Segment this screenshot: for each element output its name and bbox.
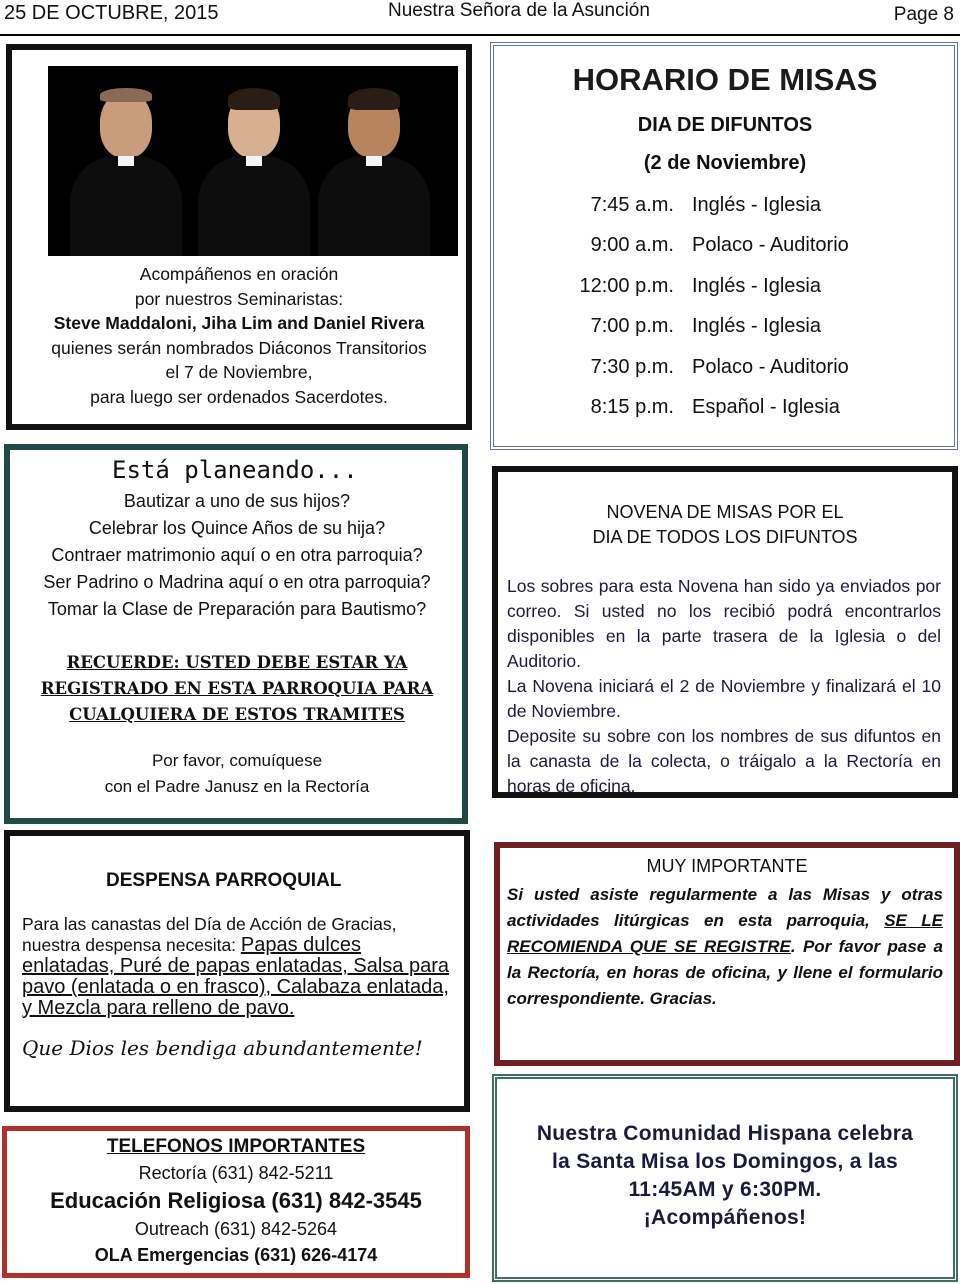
phone-outreach: Outreach (631) 842-5264 [134, 1219, 338, 1239]
novena-title [498, 500, 952, 550]
sem-line: por nuestros Seminaristas: [134, 288, 344, 309]
list-item: Ser Padrino o Madrina aquí o en otra parroquia? [43, 572, 431, 592]
community-line: ¡Acompáñenos! [643, 1206, 807, 1229]
mass-desc: Polaco - Auditorio [692, 356, 849, 378]
novena-body [507, 574, 941, 799]
mass-time: 8:15 p.m. [590, 396, 674, 418]
novena-title-line: NOVENA DE MISAS POR EL [606, 502, 844, 522]
pantry-blessing: Que Dios les bendiga abundantemente! [22, 1036, 423, 1060]
seminarian-portrait [70, 80, 182, 256]
planning-contact [10, 748, 464, 800]
sem-line: el 7 de Noviembre, [165, 362, 313, 382]
parish-name: Nuestra Señora de la Asunción [388, 0, 650, 21]
mass-row [520, 356, 950, 384]
mass-desc: Español - Iglesia [692, 396, 840, 418]
community-line: Nuestra Comunidad Hispana celebra [536, 1122, 914, 1145]
mass-time: 7:30 p.m. [590, 356, 674, 378]
community-text [492, 1120, 958, 1232]
mass-row [520, 396, 950, 424]
pantry-intro: Para las canastas del Día de Acción de Gracias, nuestra despensa necesita: [22, 914, 397, 955]
mass-time: 12:00 p.m. [579, 275, 674, 297]
list-item: Contraer matrimonio aquí o en otra parroquia? [51, 545, 423, 565]
novena-paragraph: Los sobres para esta Novena han sido ya enviados por correo. Si usted no los recibió podrá encontrarlos disponibles en la parte trasera de la Iglesia o del Auditorio. [507, 576, 941, 671]
pantry-body [22, 914, 454, 1019]
seminarians-photo [48, 66, 458, 256]
mass-time: 7:00 p.m. [590, 315, 674, 337]
issue-date: 25 DE OCTUBRE, 2015 [4, 2, 219, 24]
novena-title-line: DIA DE TODOS LOS DIFUNTOS [592, 527, 858, 547]
planning-reminder [10, 650, 464, 728]
mass-time: 9:00 a.m. [590, 234, 674, 256]
mass-desc: Polaco - Auditorio [692, 234, 849, 256]
community-line: la Santa Misa los Domingos, a las [551, 1150, 898, 1173]
community-line: 11:45AM y 6:30PM. [628, 1178, 822, 1201]
important-text: Si usted asiste regularmente a las Misas y otras actividades litúrgicas en esta parroquia, [507, 885, 943, 930]
planning-list [10, 488, 464, 623]
list-item: Bautizar a uno de sus hijos? [123, 491, 351, 511]
contact-line: con el Padre Janusz en la Rectoría [104, 777, 370, 796]
seminarian-portrait [318, 80, 430, 256]
novena-paragraph: Deposite su sobre con los nombres de sus difuntos en la canasta de la colecta, o tráigalo a la Rectoría en horas de oficina. [507, 726, 941, 796]
reminder-line: RECUERDE: USTED DEBE ESTAR YA [66, 653, 408, 672]
mass-time: 7:45 a.m. [590, 194, 674, 216]
important-text: . Por favor pase a la Rectoría, en horas de oficina, y llene el formulario correspondiente. Gracias. [507, 937, 943, 1008]
contact-line: Por favor, comuíquese [151, 751, 323, 770]
mass-row [520, 275, 950, 303]
phones-title: TELEFONOS IMPORTANTES [106, 1136, 366, 1157]
important-body [507, 882, 943, 1012]
phone-emergency: OLA Emergencias (631) 626-4174 [94, 1245, 378, 1265]
mass-desc: Inglés - Iglesia [692, 194, 821, 216]
page-number: Page 8 [893, 4, 954, 25]
important-title: MUY IMPORTANTE [646, 856, 808, 876]
sem-line: quienes serán nombrados Diáconos Transitorios [51, 337, 427, 358]
mass-row [520, 315, 950, 343]
phones-list [2, 1134, 470, 1268]
mass-schedule-title: HORARIO DE MISAS [572, 62, 878, 97]
mass-schedule-subtitle: DIA DE DIFUNTOS [637, 114, 813, 136]
pantry-title: DESPENSA PARROQUIAL [106, 870, 342, 891]
pantry-items: Papas dulces enlatadas, Puré de papas enlatadas, Salsa para pavo (enlatada o en frasco), Calabaza enlatada, y Mezcla para relleno de pavo. [22, 934, 449, 1019]
planning-title: Está planeando... [112, 456, 358, 484]
reminder-line: REGISTRADO EN ESTA PARROQUIA PARA [40, 679, 434, 698]
sem-line: Acompáñenos en oración [139, 264, 339, 284]
important-emphasis: SE LE RECOMIENDA QUE SE REGISTRE [507, 911, 943, 956]
reminder-line: CUALQUIERA DE ESTOS TRAMITES [69, 705, 405, 724]
mass-desc: Inglés - Iglesia [692, 275, 821, 297]
header-divider [0, 34, 960, 36]
mass-schedule-date: (2 de Noviembre) [643, 152, 807, 174]
novena-paragraph: La Novena iniciará el 2 de Noviembre y finalizará el 10 de Noviembre. [507, 676, 941, 721]
list-item: Tomar la Clase de Preparación para Bautismo? [47, 599, 427, 619]
sem-line: para luego ser ordenados Sacerdotes. [90, 386, 388, 407]
phone-rectory: Rectoría (631) 842-5211 [138, 1163, 334, 1183]
seminarians-text [12, 262, 466, 409]
mass-desc: Inglés - Iglesia [692, 315, 821, 337]
seminarian-portrait [198, 80, 310, 256]
seminarian-names: Steve Maddaloni, Jiha Lim and Daniel Rivera [53, 313, 425, 333]
list-item: Celebrar los Quince Años de su hija? [88, 518, 386, 538]
mass-row [520, 194, 950, 222]
phone-education: Educación Religiosa (631) 842-3545 [50, 1188, 422, 1213]
mass-row [520, 234, 950, 262]
